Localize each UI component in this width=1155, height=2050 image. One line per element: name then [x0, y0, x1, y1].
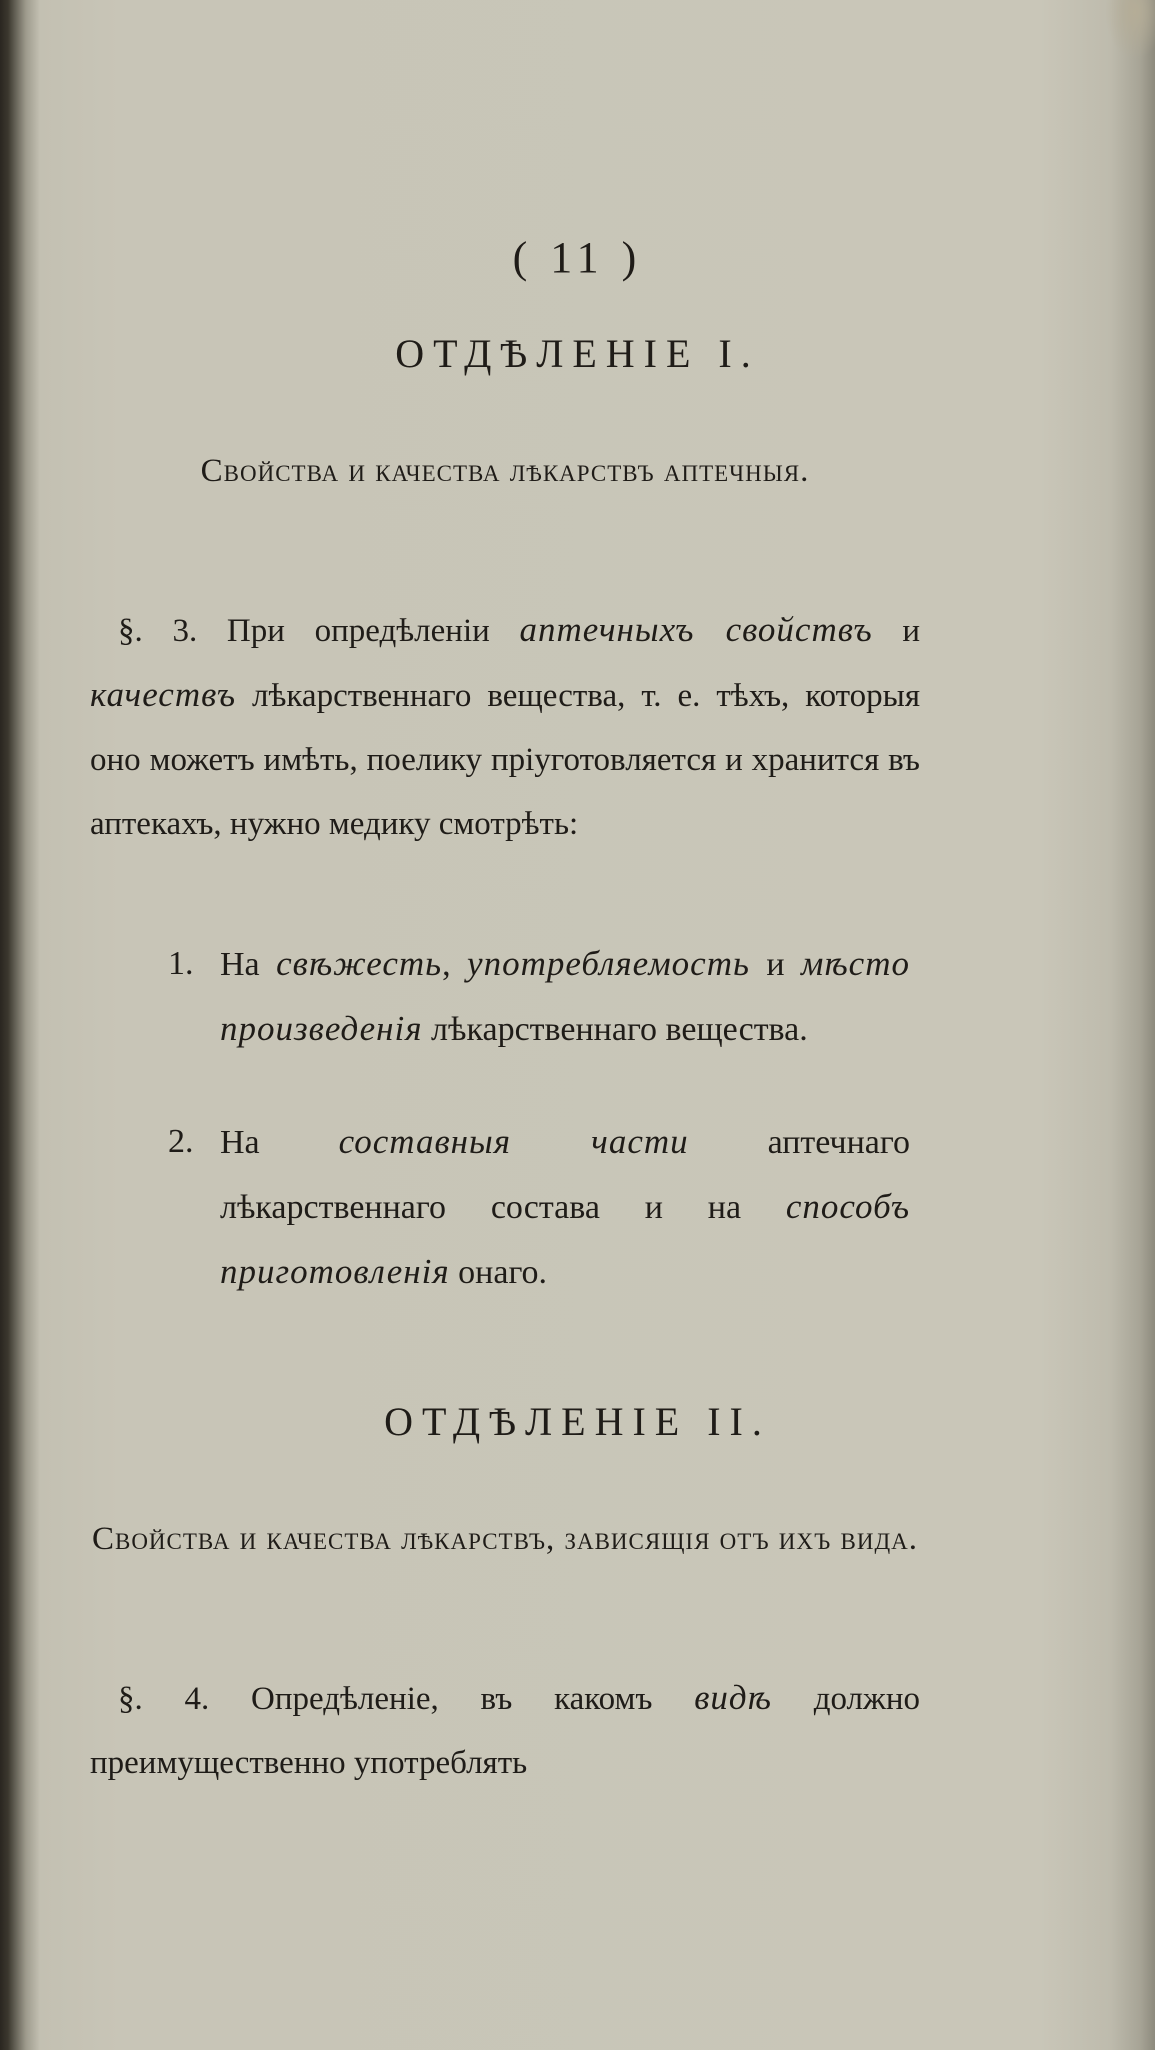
list-item-2-mid: аптечнаго лѣкарственнаго состава и на [220, 1124, 910, 1226]
paragraph-4-lead: §. 4. Опредѣленіе, въ какомъ [118, 1681, 695, 1717]
list-item-1 [168, 932, 910, 1062]
paragraph-3-em-1: аптечныхъ свойствъ [519, 610, 873, 649]
paragraph-3 [90, 598, 920, 856]
section-heading-2: ОТДѢЛЕНІЕ II. [384, 1399, 771, 1444]
paragraph-3-lead: §. 3. При опредѣленіи [118, 613, 520, 649]
list-item-2-rest: онаго. [449, 1254, 548, 1291]
paragraph-4 [90, 1666, 920, 1795]
list-item-1-number: 1. [168, 945, 194, 982]
paper-stain [1105, 0, 1155, 60]
list-item-1-lead: На [220, 946, 277, 983]
section-subtitle-2: Свойства и качества лѣкарствъ, зависящія отъ ихъ вида. [91, 1521, 919, 1557]
list-item-2-lead: На [220, 1124, 339, 1161]
list-item-1-mid-1: , [442, 946, 468, 983]
list-item-2-em-2: способъ приготовленія [220, 1187, 910, 1291]
list-item-2 [168, 1110, 910, 1305]
paragraph-3-rest: лѣкарственнаго вещества, т. е. тѣхъ, которыя оно можетъ имѣть, поелику пріуготовляется и хранится въ аптекахъ, нужно медику смотрѣть: [90, 678, 920, 842]
list-item-1-mid-2: и [749, 946, 801, 983]
list-item-2-em-1: составныя части [338, 1122, 689, 1161]
paragraph-4-rest: должно преимущественно употреблять [90, 1681, 920, 1781]
list-item-1-em-1: свѣжесть [276, 944, 443, 983]
section-heading-1: ОТДѢЛЕНІЕ I. [395, 331, 760, 376]
list-item-1-em-2: употребляемость [467, 944, 750, 983]
list-item-2-number: 2. [168, 1123, 194, 1160]
paragraph-3-mid: и [872, 613, 920, 649]
paragraph-3-em-2: качествъ [90, 675, 237, 714]
list-item-1-rest: лѣкарственнаго вещества. [422, 1011, 808, 1048]
list-item-1-em-3: мѣсто произведенія [220, 944, 910, 1048]
page-number: ( 11 ) [512, 233, 643, 282]
section-subtitle-1: Свойства и качества лѣкарствъ аптечныя. [200, 453, 810, 489]
paragraph-4-em-1: видѣ [694, 1678, 772, 1717]
